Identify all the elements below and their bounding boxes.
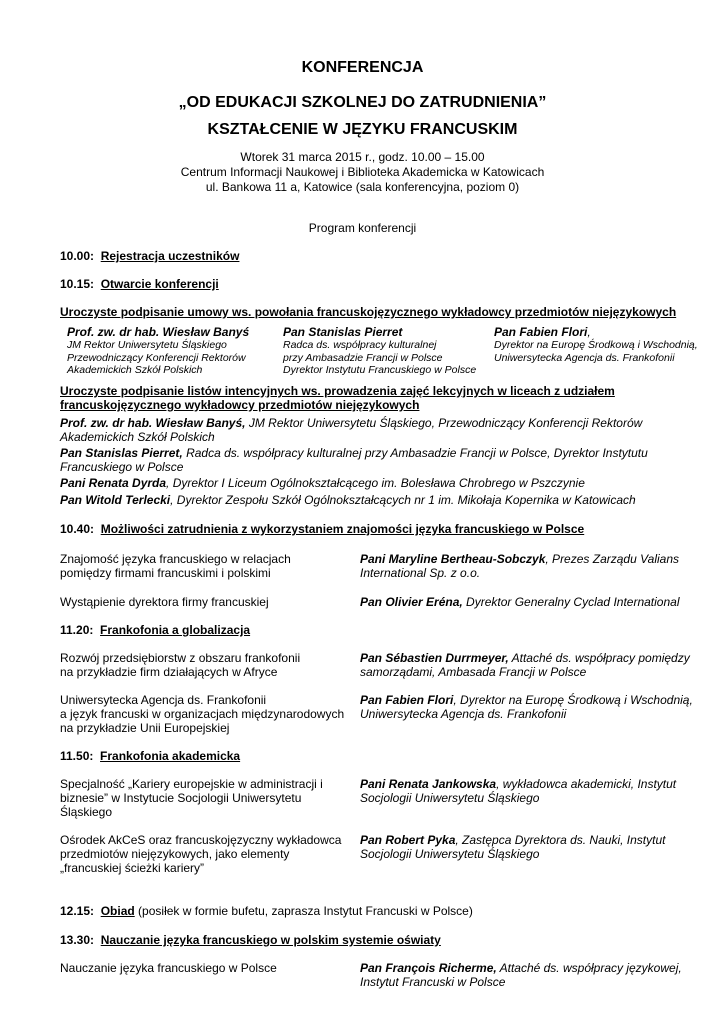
- signatory-role: , Dyrektor I Liceum Ogólnokształcącego im. Bolesława Chrobrego w Pszczynie: [166, 476, 585, 490]
- topic-line: na przykładzie Unii Europejskiej: [60, 721, 230, 735]
- topic-line: a język francuski w organizacjach międzynarodowych: [60, 707, 345, 721]
- agenda-time: 10.00:: [60, 249, 95, 263]
- conference-address: ul. Bankowa 11 a, Katowice (sala konferencyjna, poziom 0): [205, 180, 520, 194]
- conference-venue: Centrum Informacji Naukowej i Biblioteka Akademicka w Katowicach: [180, 165, 545, 179]
- agenda-title: Frankofonia akademicka: [100, 749, 241, 763]
- agenda-time: 10.15:: [60, 277, 95, 291]
- speaker-name: Pani Maryline Bertheau-Sobczyk: [360, 552, 546, 566]
- topic-line: na przykładzie firm działających w Afryce: [60, 665, 278, 679]
- signatory-rector: [67, 325, 277, 377]
- topic-line: Uniwersytecka Agencja ds. Frankofonii: [60, 693, 267, 707]
- agenda-title: Frankofonia a globalizacja: [100, 623, 251, 637]
- agenda-title: Obiad: [100, 904, 135, 918]
- signatory-name: Prof. zw. dr hab. Wiesław Banyś,: [60, 416, 246, 430]
- signatory-role: Radca ds. współpracy kulturalnej przy Ambasadzie Francji w Polsce, Dyrektor Instytutu: [182, 446, 648, 460]
- agenda-item-opening: [60, 277, 219, 291]
- speaker-role: Uniwersytecka Agencja ds. Frankofonii: [360, 707, 567, 721]
- topic-line: Ośrodek AkCeS oraz francuskojęzyczny wykładowca: [60, 833, 342, 847]
- signing-letters-heading: [60, 384, 615, 412]
- conference-title: KONFERENCJA: [301, 59, 424, 76]
- signatory-role: , Dyrektor Zespołu Szkół Ogólnokształcących nr 1 im. Mikołaja Kopernika w Katowicach: [170, 493, 636, 507]
- topic-line: Śląskiego: [60, 805, 113, 819]
- topic-line: przedmiotów niejęzykowych, jako elementy: [60, 847, 290, 861]
- talk-speaker: [360, 595, 720, 609]
- signatory-role: JM Rektor Uniwersytetu Śląskiego, Przewodniczący Konferencji Rektorów: [245, 416, 643, 430]
- signatory-role: Radca ds. współpracy kulturalnej: [283, 339, 437, 351]
- signatory-name: Pan Stanislas Pierret,: [60, 446, 183, 460]
- talk-speaker: [360, 552, 720, 580]
- topic-line: Nauczanie języka francuskiego w Polsce: [60, 961, 277, 975]
- topic-line: Specjalność „Kariery europejskie w administracji i: [60, 777, 323, 791]
- agenda-item-lunch: [60, 904, 473, 918]
- signatory-name: Pan Fabien Flori: [494, 325, 588, 339]
- speaker-role: samorządami, Ambasada Francji w Polsce: [360, 665, 587, 679]
- speaker-name: Pan François Richerme,: [360, 961, 497, 975]
- agenda-title: Możliwości zatrudnienia z wykorzystaniem znajomości języka francuskiego w Polsce: [100, 522, 585, 536]
- talk-topic: [60, 552, 350, 580]
- signatory-role: Akademickich Szkół Polskich: [67, 364, 203, 376]
- signatory-role: Uniwersytecka Agencja ds. Frankofonii: [494, 351, 675, 364]
- topic-line: pomiędzy firmami francuskimi i polskimi: [60, 566, 271, 580]
- talk-topic: [60, 777, 350, 819]
- speaker-name: Pan Robert Pyka: [360, 833, 456, 847]
- agenda-item-registration: [60, 249, 239, 263]
- agenda-time: 11.20:: [60, 623, 94, 637]
- agenda-item-teaching-french: [60, 933, 441, 947]
- talk-topic: [60, 693, 355, 735]
- agenda-time: 11.50:: [60, 749, 94, 763]
- talk-topic: [60, 595, 350, 609]
- agenda-item-employment: [60, 522, 584, 536]
- topic-line: Wystąpienie dyrektora firmy francuskiej: [60, 595, 269, 609]
- speaker-role: Attaché ds. współpracy pomiędzy: [508, 651, 690, 665]
- agenda-note: (posiłek w formie bufetu, zaprasza Instytut Francuski w Polsce): [134, 904, 473, 918]
- speaker-role: Instytut Francuski w Polsce: [360, 975, 506, 989]
- topic-line: Rozwój przedsiębiorstw z obszaru frankofonii: [60, 651, 301, 665]
- signatory-role: Akademickich Szkół Polskich: [60, 430, 215, 444]
- agenda-item-francophonie-globalization: [60, 623, 250, 637]
- signatory-banys: [60, 416, 720, 444]
- conference-subtitle-1: „OD EDUKACJI SZKOLNEJ DO ZATRUDNIENIA”: [178, 94, 547, 111]
- signatory-flori: [494, 325, 722, 364]
- speaker-name: Pani Renata Jankowska: [360, 777, 497, 791]
- signatory-pierret-2: [60, 446, 720, 474]
- signatory-name: Pan Witold Terlecki: [60, 493, 171, 507]
- speaker-role: , Zastępca Dyrektora ds. Nauki, Instytut: [455, 833, 666, 847]
- speaker-role: Socjologii Uniwersytetu Śląskiego: [360, 791, 540, 805]
- speaker-role: Attaché ds. współpracy językowej,: [496, 961, 682, 975]
- speaker-name: Pan Sébastien Durrmeyer,: [360, 651, 509, 665]
- conference-subtitle-2: KSZTAŁCENIE W JĘZYKU FRANCUSKIM: [207, 121, 518, 138]
- signatory-terlecki: [60, 493, 725, 507]
- talk-speaker: [360, 833, 720, 861]
- signatory-role: Przewodniczący Konferencji Rektorów: [67, 351, 246, 364]
- signatory-role: przy Ambasadzie Francji w Polsce: [283, 351, 443, 364]
- agenda-title: Otwarcie konferencji: [100, 277, 219, 291]
- agenda-time: 13.30:: [60, 933, 95, 947]
- agenda-title: Rejestracja uczestników: [100, 249, 240, 263]
- signatory-dyrda: [60, 476, 720, 490]
- speaker-role: , Prezes Zarządu Valians: [545, 552, 680, 566]
- signatory-role: Dyrektor Instytutu Francuskiego w Polsce: [283, 364, 477, 376]
- speaker-role: , wykładowca akademicki, Instytut: [496, 777, 677, 791]
- speaker-name: Pan Fabien Flori: [360, 693, 454, 707]
- heading-line: francuskojęzycznego wykładowcy przedmiotów niejęzykowych: [60, 398, 420, 412]
- talk-topic: [60, 961, 350, 975]
- signatory-role: Dyrektor na Europę Środkową i Wschodnią,: [494, 339, 698, 351]
- topic-line: „francuskiej ścieżki kariery”: [60, 861, 205, 875]
- speaker-role: Socjologii Uniwersytetu Śląskiego: [360, 847, 540, 861]
- talk-topic: [60, 833, 355, 875]
- signatory-name: Pani Renata Dyrda: [60, 476, 167, 490]
- talk-speaker: [360, 693, 720, 721]
- talk-speaker: [360, 961, 720, 989]
- conference-date: Wtorek 31 marca 2015 r., godz. 10.00 – 15.00: [240, 150, 485, 164]
- signatory-name: Pan Stanislas Pierret: [283, 325, 403, 339]
- talk-topic: [60, 651, 350, 679]
- heading-line: Uroczyste podpisanie listów intencyjnych ws. prowadzenia zajęć lekcyjnych w liceach z udziałem: [60, 384, 615, 398]
- topic-line: Znajomość języka francuskiego w relacjach: [60, 552, 291, 566]
- signatory-pierret: [283, 325, 493, 377]
- topic-line: biznesie” w Instytucie Socjologii Uniwersytetu: [60, 791, 302, 805]
- agenda-title: Nauczanie języka francuskiego w polskim systemie oświaty: [100, 933, 441, 947]
- signatory-role: JM Rektor Uniwersytetu Śląskiego: [67, 339, 227, 351]
- agenda-item-academic-francophonie: [60, 749, 240, 763]
- name-separator: ,: [587, 325, 591, 339]
- speaker-name: Pan Olivier Eréna,: [360, 595, 463, 609]
- talk-speaker: [360, 777, 720, 805]
- agenda-time: 12.15:: [60, 904, 95, 918]
- speaker-role: International Sp. z o.o.: [360, 566, 481, 580]
- speaker-role: , Dyrektor na Europę Środkową i Wschodnią,: [453, 693, 693, 707]
- agenda-time: 10.40:: [60, 522, 95, 536]
- talk-speaker: [360, 651, 720, 679]
- program-heading: Program konferencji: [308, 221, 417, 235]
- speaker-role: Dyrektor Generalny Cyclad International: [462, 595, 680, 609]
- signatory-role: Francuskiego w Polsce: [60, 460, 184, 474]
- signing-agreement-heading: Uroczyste podpisanie umowy ws. powołania francuskojęzycznego wykładowcy przedmiotów niejęzykowych: [60, 305, 677, 319]
- signatory-name: Prof. zw. dr hab. Wiesław Banyś: [67, 325, 250, 339]
